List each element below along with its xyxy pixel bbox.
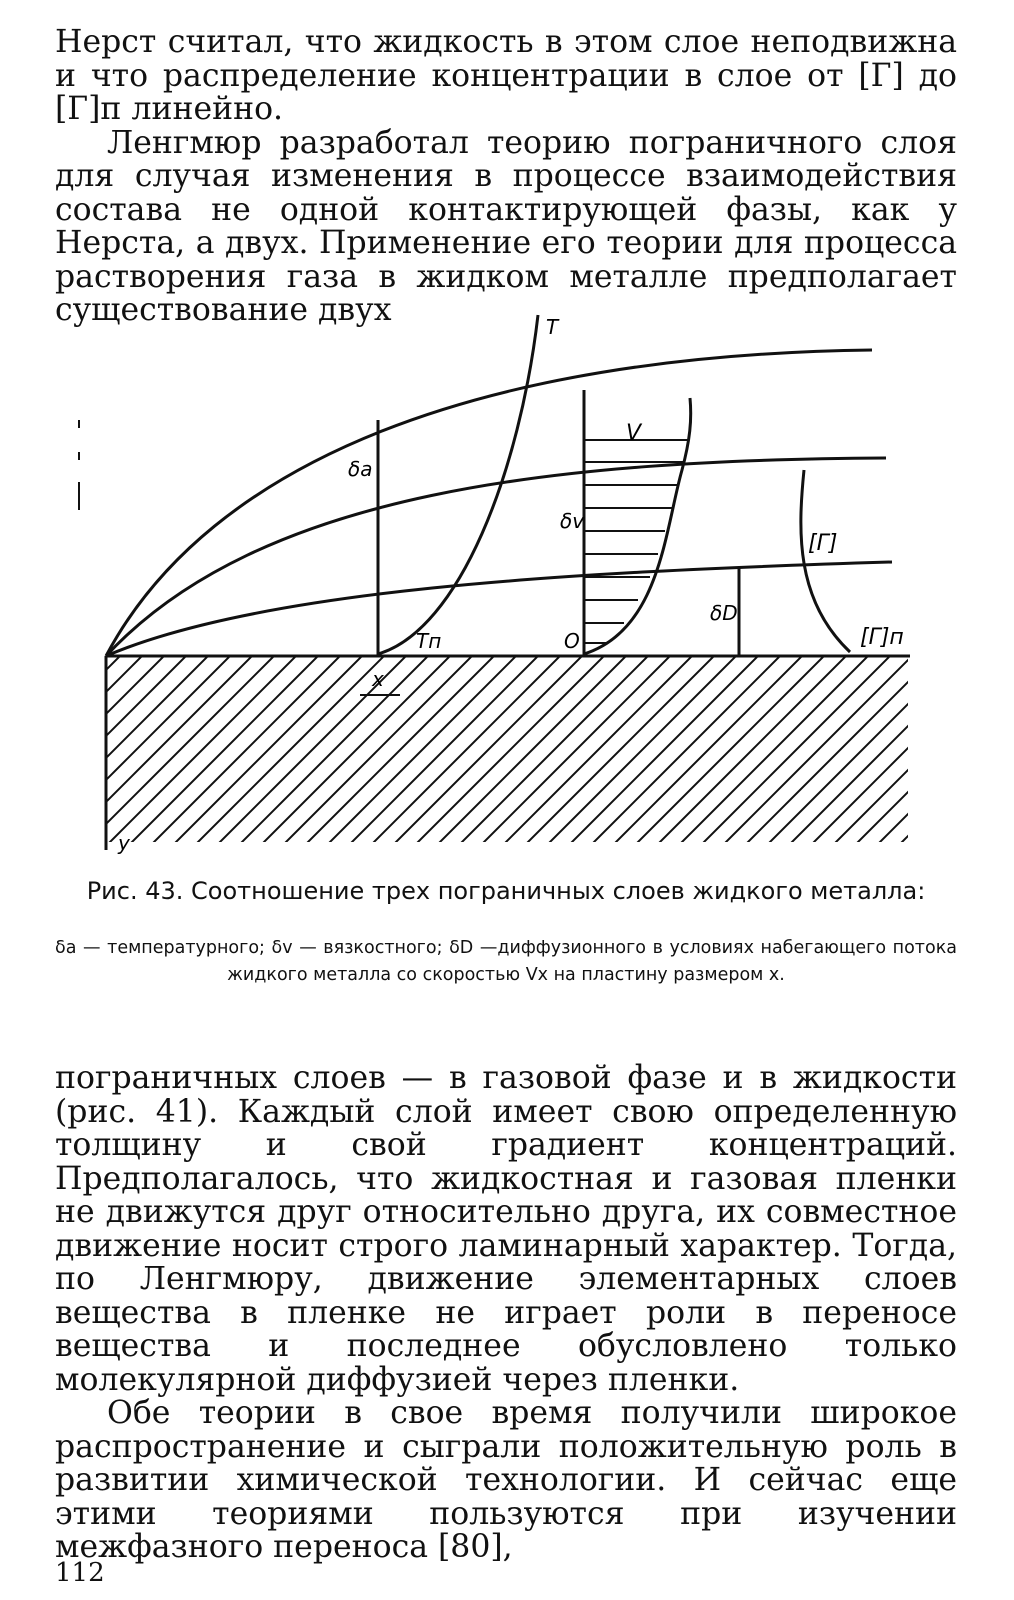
figure-caption-title: Рис. 43. Соотношение трех пограничных слоев жидкого металла: <box>86 877 926 905</box>
hatch-line <box>60 650 236 850</box>
hatch-line <box>608 650 808 850</box>
bottom-text-block <box>55 1062 957 1565</box>
page-number: 112 <box>55 1558 105 1588</box>
hatch-line <box>60 650 126 850</box>
label-G: [Г] <box>808 531 838 556</box>
concentration-profile-curve <box>801 470 850 652</box>
hatch-line <box>542 650 742 850</box>
label-delta-d: δD <box>710 601 738 625</box>
hatch-line <box>168 650 368 850</box>
paragraph-nernst: Нерст считал, что жидкость в этом слое неподвижна и что распределение концентрации в слое от [Г] до [Г]п линейно. <box>55 24 957 127</box>
hatch-line <box>520 650 720 850</box>
paragraph-boundary-layers: пограничных слоев — в газовой фазе и в жидкости (рис. 41). Каждый слой имеет свою определенную толщину и свой градиент концентраций. Предполагалось, что жидкостная и газовая пленки не движутся друг относительно друга, их совместное движение носит строго ламинарный характер. Тогда, по Ленгмюру, движение элементарных слоев вещества в пленке не играет роли в переносе вещества и последнее обусловлено только молекулярной диффузией через пленки. <box>55 1060 957 1398</box>
hatch-line <box>60 650 258 850</box>
hatch-line <box>322 650 522 850</box>
label-delta-a: δa <box>348 457 373 481</box>
figure-caption-legend: δa — температурного; δv — вязкостного; δD —диффузионного в условиях набегающего потока жидкого металла со скоростью Vx на пластину размером x. <box>55 938 957 985</box>
hatch-line <box>498 650 698 850</box>
hatch-line <box>454 650 654 850</box>
label-T: T <box>546 315 559 339</box>
label-delta-v: δv <box>560 509 585 533</box>
hatch-line <box>740 650 920 850</box>
hatch-line <box>410 650 610 850</box>
hatch-line <box>80 650 280 850</box>
hatch-line <box>674 650 874 850</box>
hatch-line <box>234 650 434 850</box>
temperature-profile-curve <box>378 315 538 654</box>
paragraph-theories: Обе теории в свое время получили широкое распространение и сыграли положительную роль в развитии химической технологии. И сейчас еще этими теориями пользуются при изучении межфазного переноса [80], <box>55 1395 957 1565</box>
label-V: V <box>626 421 642 446</box>
hatch-line <box>60 650 104 850</box>
plate-hatching <box>60 650 920 850</box>
hatch-line <box>784 650 920 850</box>
hatch-line <box>60 650 82 850</box>
label-y: y <box>118 831 130 855</box>
hatch-line <box>388 650 588 850</box>
label-O: O <box>564 629 580 653</box>
label-Tn: Tп <box>416 629 442 653</box>
diffusion-boundary-curve <box>106 562 892 656</box>
hatch-line <box>432 650 632 850</box>
boundary-layers-figure <box>60 310 920 865</box>
hatch-line <box>300 650 500 850</box>
hatch-line <box>256 650 456 850</box>
hatch-line <box>124 650 324 850</box>
hatch-line <box>60 650 192 850</box>
hatch-line <box>476 650 676 850</box>
hatch-line <box>652 650 852 850</box>
label-Gn: [Г]п <box>860 625 904 650</box>
hatch-line <box>102 650 302 850</box>
hatch-line <box>190 650 390 850</box>
hatch-line <box>564 650 764 850</box>
viscous-boundary-curve <box>106 458 886 656</box>
paragraph-langmuir: Ленгмюр разработал теорию пограничного слоя для случая изменения в процессе взаимодействия состава не одной контактирующей фазы, как у Нерста, а двух. Применение его теории для процесса растворения газа в жидком металле предполагает существование двух <box>55 124 957 328</box>
hatch-line <box>630 650 830 850</box>
hatch-line <box>586 650 786 850</box>
hatch-line <box>696 650 896 850</box>
label-x: x <box>372 667 384 691</box>
top-text-block <box>55 26 957 328</box>
hatch-line <box>366 650 566 850</box>
hatch-line <box>718 650 918 850</box>
thermal-boundary-curve <box>106 350 872 656</box>
hatch-line <box>146 650 346 850</box>
hatch-line <box>916 650 920 850</box>
